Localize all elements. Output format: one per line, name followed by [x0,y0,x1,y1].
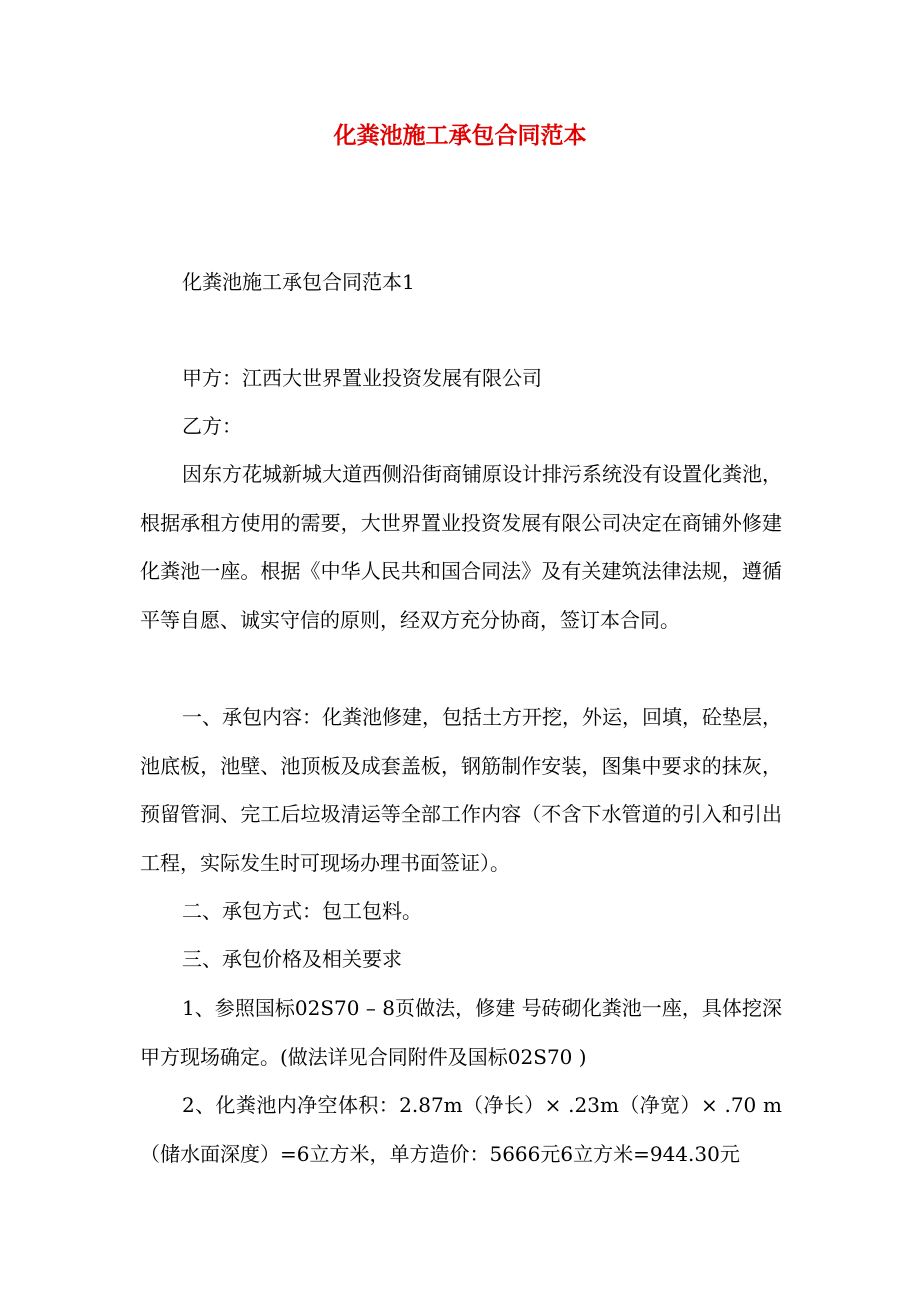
page-title: 化粪池施工承包合同范本 [333,122,587,149]
party-a-line: 甲方：江西大世界置业投资发展有限公司 [182,366,542,390]
clause-1-paragraph: 一、承包内容：化粪池修建，包括土方开挖，外运，回填，砼垫层，池底板，池壁、池顶板及成套盖板，钢筋制作安装，图集中要求的抹灰，预留管洞、完工后垃圾清运等全部工作内容（不含下水管道的引入和引出工程，实际发生时可现场办理书面签证）。 [140,705,782,875]
intro-paragraph: 因东方花城新城大道西侧沿街商铺原设计排污系统没有设置化粪池，根据承租方使用的需要，大世界置业投资发展有限公司决定在商铺外修建化粪池一座。根据《中华人民共和国合同法》及有关建筑法律法规，遵循平等自愿、诚实守信的原则，经双方充分协商，签订本合同。 [140,462,782,632]
clause-2-paragraph: 二、承包方式：包工包料。 [182,899,422,923]
contract-subtitle: 化粪池施工承包合同范本1 [182,270,415,294]
party-b-line: 乙方： [182,414,242,438]
clause-3-heading: 三、承包价格及相关要求 [182,947,402,971]
item-1-paragraph: 1、参照国标02S70 – 8页做法，修建 号砖砌化粪池一座，具体挖深甲方现场确定。(做法详见合同附件及国标02S70 ) [140,996,782,1069]
item-2-paragraph: 2、化粪池内净空体积：2.87m（净长）× .23m（净宽）× .70 m（储水面深度）=6立方米，单方造价：5666元6立方米=944.30元 [140,1093,782,1166]
